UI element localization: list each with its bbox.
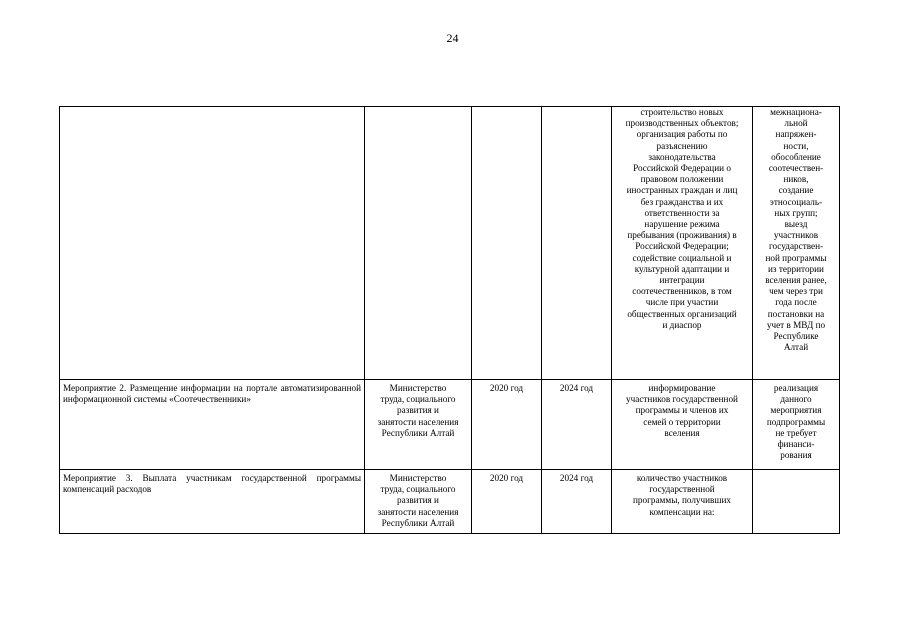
measure-name-cell: Мероприятие 3. Выплата участникам государственной программы компенсаций расходов <box>60 470 365 534</box>
consequence-cell <box>753 380 840 470</box>
text-line: культурной адаптации и <box>634 263 730 274</box>
text-line: вселения <box>664 427 700 438</box>
text-line: труда, социального <box>380 484 456 495</box>
text-line: законодательства <box>648 151 716 162</box>
table-row <box>60 470 840 534</box>
expected-result-cell <box>612 470 753 534</box>
consequence-cell <box>753 470 840 534</box>
text-line: интеграции <box>659 275 705 286</box>
text-line: правовом положении <box>640 174 724 185</box>
end-year-cell: 2024 год <box>542 380 612 470</box>
consequence-cell <box>753 107 840 380</box>
text-line: нарушение режима <box>644 219 720 230</box>
table-row <box>60 380 840 470</box>
text-line: количество участников <box>636 473 728 483</box>
text-line: разъяснению <box>656 140 708 151</box>
expected-result-cell <box>612 107 753 380</box>
text-line: развития и <box>397 495 439 506</box>
table-row <box>60 107 840 380</box>
executor-cell <box>365 107 472 380</box>
text-line: из территории <box>768 263 824 274</box>
text-line: соотечествен- <box>768 163 824 174</box>
text-line: Министерство <box>389 383 447 393</box>
text-line: Российской Федерации о <box>633 163 731 174</box>
end-year-cell <box>542 107 612 380</box>
text-line: выезд <box>784 219 808 230</box>
text-line: мероприятия <box>770 405 822 416</box>
text-line: Республике <box>773 331 819 342</box>
text-line: числе при участии <box>645 297 719 308</box>
text-line: занятости населения <box>377 506 459 517</box>
page-number: 24 <box>446 31 459 45</box>
text-line: строительство новых <box>640 107 724 117</box>
executor-cell <box>365 380 472 470</box>
text-line: пребывания (проживания) в <box>627 230 737 241</box>
text-line: Алтай <box>783 342 809 353</box>
text-line: льной <box>784 118 808 129</box>
text-line: данного <box>780 394 812 405</box>
text-line: государствен- <box>768 241 824 252</box>
text-line: программы, получивших <box>633 495 731 506</box>
text-line: напряжен- <box>775 129 817 140</box>
text-line: постановки на <box>767 308 825 319</box>
text-line: участников государственной <box>626 394 738 405</box>
text-line: содействие социальной и <box>632 252 732 263</box>
text-line: Министерство <box>389 473 447 483</box>
text-line: занятости населения <box>377 416 459 427</box>
text-line: иностранных граждан и лиц <box>626 185 738 196</box>
text-line: не требует <box>775 427 817 438</box>
text-line: ной программы <box>765 252 827 263</box>
text-line: семей о территории <box>643 416 721 427</box>
text-line: подпрограммы <box>766 416 826 427</box>
executor-cell <box>365 470 472 534</box>
text-line: вселения ранее, <box>765 275 827 286</box>
text-line: компенсации на: <box>649 506 715 517</box>
start-year-cell: 2020 год <box>472 470 542 534</box>
start-year-cell <box>472 107 542 380</box>
text-line: Российской Федерации; <box>635 241 729 252</box>
expected-result-cell <box>612 380 753 470</box>
text-line: Республики Алтай <box>381 427 455 438</box>
text-line: ответственности за <box>644 207 720 218</box>
start-year-cell: 2020 год <box>472 380 542 470</box>
text-line: реализация <box>773 383 819 393</box>
text-line: года после <box>775 297 817 308</box>
text-line: ных групп; <box>774 207 818 218</box>
text-line: рования <box>780 450 812 461</box>
text-line: учет в МВД по <box>766 319 826 330</box>
text-line: финанси- <box>777 439 815 450</box>
text-line: ников, <box>783 174 809 185</box>
measure-name-cell: Мероприятие 2. Размещение информации на портале автоматизированной информационной системы «Соотечественники» <box>60 380 365 470</box>
text-line: участников <box>773 230 819 241</box>
text-line: и диаспор <box>662 319 702 330</box>
text-line: организация работы по <box>636 129 728 140</box>
text-line: чем через три <box>769 286 823 297</box>
text-line: ности, <box>783 140 809 151</box>
text-line: программы и членов их <box>635 405 729 416</box>
text-line: производственных объектов; <box>625 118 739 129</box>
text-line: соотечественников, в том <box>632 286 732 297</box>
text-line: обособление <box>771 151 821 162</box>
text-line: Республики Алтай <box>381 517 455 528</box>
text-line: межнациона- <box>770 107 822 117</box>
measures-table <box>59 106 840 534</box>
text-line: информирование <box>648 383 716 393</box>
text-line: развития и <box>397 405 439 416</box>
text-line: труда, социального <box>380 394 456 405</box>
text-line: этносоциаль- <box>769 196 823 207</box>
text-line: без гражданства и их <box>640 196 724 207</box>
end-year-cell: 2024 год <box>542 470 612 534</box>
text-line: государственной <box>649 484 715 495</box>
measure-name-cell <box>60 107 365 380</box>
text-line: общественных организаций <box>627 308 737 319</box>
text-line: создание <box>778 185 814 196</box>
